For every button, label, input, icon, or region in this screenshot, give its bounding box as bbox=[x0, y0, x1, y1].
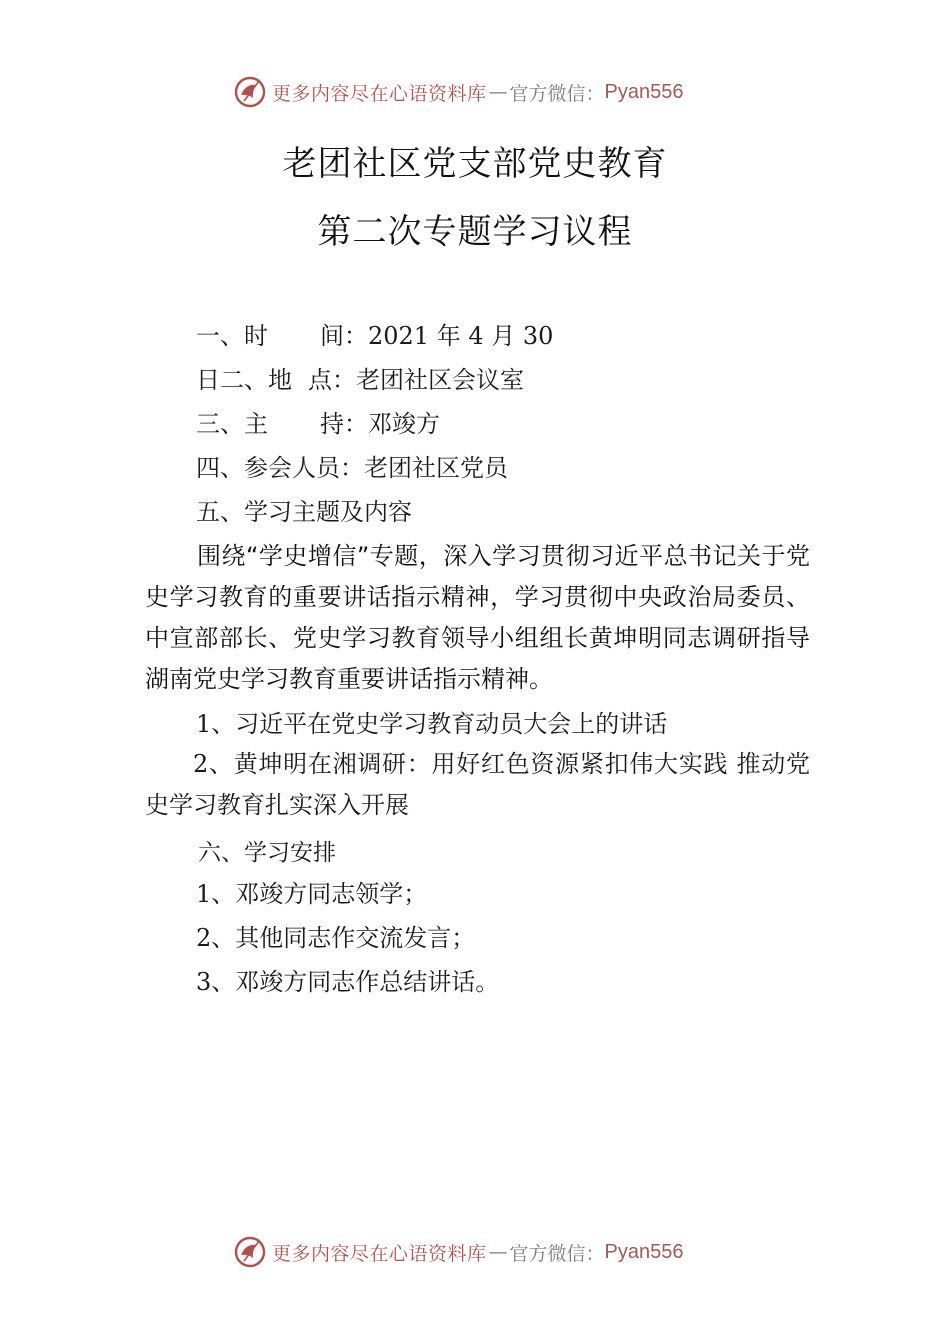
item-topic-heading: 五、学习主题及内容 bbox=[196, 498, 412, 526]
logo-icon bbox=[232, 1234, 268, 1270]
arrangement-step-3: 3、邓竣方同志作总结讲话。 bbox=[196, 968, 500, 996]
logo-icon bbox=[232, 74, 268, 110]
watermark-footer bbox=[232, 1234, 684, 1270]
watermark-dash: — bbox=[488, 81, 508, 103]
time-value: 2021 年 4 月 30 bbox=[368, 322, 554, 350]
arrangement-step-1: 1、邓竣方同志领学； bbox=[196, 880, 428, 908]
document-title-line2: 第二次专题学习议程 bbox=[317, 212, 633, 252]
item-time bbox=[196, 316, 553, 351]
host-label-b: 持： bbox=[320, 410, 368, 438]
watermark-text: 更多内容尽在心语资料库 bbox=[272, 82, 487, 105]
topic-item-2: 2、黄坤明在湘调研：用好红色资源紧扣伟大实践 推动党史学习教育扎实深入开展 bbox=[145, 750, 810, 819]
time-label-a: 一、时 bbox=[196, 322, 268, 350]
document-title-line1: 老团社区党支部党史教育 bbox=[282, 144, 668, 184]
watermark-label: 官方微信： bbox=[509, 82, 605, 105]
body-paragraph: 围绕“学史增信”专题，深入学习贯彻习近平总书记关于党史学习教育的重要讲话指示精神，学习贯彻中央政治局委员、中宣部部长、党史学习教育领导小组组长黄坤明同志调研指导湖南党史学习教育重要讲话指示精神。 bbox=[145, 542, 810, 693]
place-prefix: 日二、地 bbox=[196, 366, 292, 394]
arrangement-heading: 六、学习安排 bbox=[198, 840, 336, 866]
watermark-header bbox=[232, 74, 684, 110]
host-label-a: 三、主 bbox=[196, 410, 268, 438]
arrangement-step-2: 2、其他同志作交流发言； bbox=[196, 924, 476, 952]
time-label-b: 间： bbox=[320, 322, 368, 350]
watermark-wechat-id: Pyan556 bbox=[604, 80, 684, 103]
watermark-label: 官方微信： bbox=[509, 1242, 605, 1265]
item-host bbox=[196, 404, 440, 439]
watermark-dash: — bbox=[488, 1241, 508, 1263]
item-place bbox=[196, 360, 524, 395]
topic-item-1: 1、习近平在党史学习教育动员大会上的讲话 bbox=[196, 710, 668, 738]
watermark-wechat-id: Pyan556 bbox=[604, 1240, 684, 1263]
watermark-text: 更多内容尽在心语资料库 bbox=[272, 1242, 487, 1265]
host-value: 邓竣方 bbox=[368, 410, 440, 438]
item-attendees: 四、参会人员：老团社区党员 bbox=[196, 454, 508, 482]
place-value: 老团社区会议室 bbox=[356, 366, 524, 394]
place-label: 点： bbox=[308, 366, 356, 394]
